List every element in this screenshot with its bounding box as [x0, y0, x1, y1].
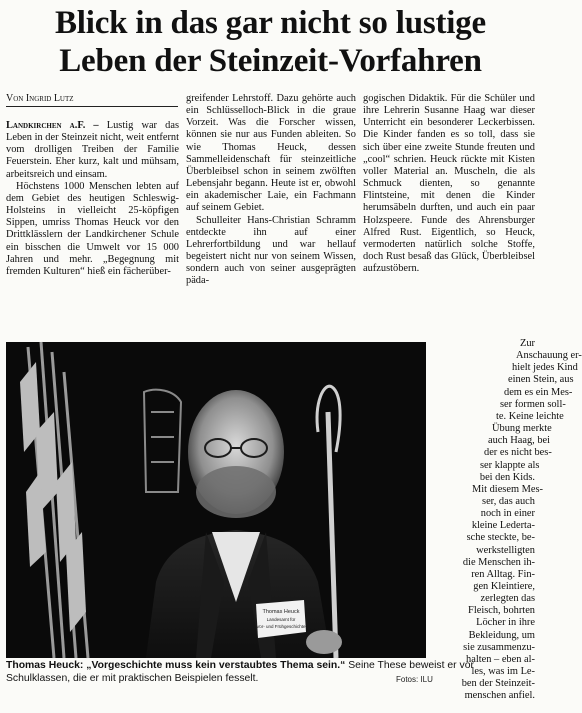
wrap-text-line: auch Haag, bei	[488, 435, 551, 447]
caption-bold: Thomas Heuck: „Vorgeschichte muss kein verstaubtes Thema sein.“	[6, 660, 346, 671]
paragraph: Höchstens 1000 Menschen lebten auf dem Gebiet des heutigen Schleswig-Holsteins in vielleicht 25-köpfigen Sippen, umriss Thomas Heuck vor den Drittklässlern der Landkirchener Schule ein bisschen die Umwelt vor 15 000 Jahren und mehr. „Begegnung mit fremden Kulturen“ hieß ein fächerüber-	[6, 180, 179, 277]
wrap-text-line: Bekleidung, um	[468, 629, 535, 641]
caption-text: Seine These beweist er vor Schulklassen, die er mit praktischen Beispielen fesselt.	[6, 660, 474, 684]
photo-credit: Fotos: ILU	[396, 675, 433, 684]
wrap-text-line: zerlegten das	[480, 593, 535, 605]
wrap-text-line: Fleisch, bohrten	[468, 605, 535, 617]
paragraph	[6, 120, 179, 181]
name-tag-line-1: Thomas Heuck	[262, 609, 300, 615]
article-headline	[0, 4, 541, 80]
wrap-text-line: dem es ein Mes-	[504, 386, 573, 398]
wrap-text-line: ben der Steinzeit-	[461, 678, 535, 690]
wrap-text-line: les, was im Le-	[471, 666, 535, 678]
wrap-text-line: einen Stein, aus	[508, 374, 574, 386]
wrap-text-line: ren Alltag. Fin-	[471, 568, 535, 580]
headline-line-1: Blick in das gar nicht so lustige	[54, 5, 487, 41]
wrap-text-line: Mit diesem Mes-	[472, 483, 543, 495]
wrap-text-line: noch in einer	[480, 508, 535, 520]
article-column-1	[6, 120, 179, 278]
name-tag-line-3: Vor- und Frühgeschichte	[256, 624, 306, 629]
wrap-text-line: Zur	[519, 338, 535, 349]
wrap-text-line: ser klappte als	[480, 459, 540, 471]
name-tag	[256, 600, 306, 638]
wrap-text-line: Übung merkte	[492, 423, 552, 435]
dateline: Landkirchen a.F. –	[6, 120, 99, 131]
wrap-text-line: hielt jedes Kind	[512, 362, 578, 374]
article-column-2	[186, 93, 356, 288]
headline-line-2: Leben der Steinzeit-Vorfahren	[59, 43, 482, 79]
wrap-text-line: Anschauung er-	[516, 350, 582, 362]
byline: Von Ingrid Lutz	[6, 93, 178, 107]
wrap-text-line: sche steckte, be-	[466, 532, 535, 544]
wrap-text-line: te. Keine leichte	[496, 410, 564, 422]
paragraph: Schulleiter Hans-Christian Schramm entdeckte ihn auf einer Lehrerfortbildung und war hellauf begeistert nicht nur von seinem Wissen, sondern auch von seiner ausgeprägten päda-	[186, 214, 356, 287]
wrap-text-line: gen Kleintiere,	[473, 581, 535, 592]
wrap-text-line: kleine Ledertа-	[471, 520, 535, 532]
article-column-3	[363, 93, 535, 275]
paragraph-text: Lustig war das Leben in der Steinzeit nicht, weit entfernt vom drolligen Treiben der Familie Feuerstein. Eher kurz, kalt und mühsam, arbeitsreich und einsam.	[6, 120, 179, 180]
wrap-text-line: werkstelligten	[476, 544, 535, 556]
photo-caption	[6, 659, 535, 685]
photo-illustration	[6, 342, 426, 658]
wrap-text-line: ser, das auch	[482, 495, 535, 507]
beard	[196, 466, 276, 518]
wrap-text-line: menschen anfiel.	[464, 690, 535, 702]
wrap-text-line: ser formen soll-	[500, 398, 566, 410]
wrap-text-line: die Menschen ih-	[462, 556, 535, 568]
paragraph: gogischen Didaktik. Für die Schüler und ihre Lehrerin Susanne Haag war dieser Unterricht ein besonderer Leckerbissen. Die Kinder fanden es so toll, dass sie sich über eine zweite Stunde freuten und „cool“ schrien. Heuck rückte mit Kisten voller Material an. Muscheln, die als Schmuck dienten, so genannte Flintsteine, mit denen die Kinder herumsäbeln durften, und auch ein paar Holzspeere. Funde des Ahrensburger Alfred Rust. Eigentlich, so Heuck, vermoderten natürlich solche Stoffe, doch Rust besaß das Glück, Überbleibsel aufzustöbern.	[363, 93, 535, 275]
name-tag-line-2: Landesamt für	[266, 617, 296, 622]
wrap-text-line: halten – eben al-	[466, 653, 535, 665]
wrap-text-line: bei den Kids.	[479, 471, 535, 483]
wrap-text-line: sie zusammenzu-	[463, 641, 535, 653]
wrap-text-line: Löcher in ihre	[476, 617, 535, 629]
wrap-text-line: der es nicht bes-	[484, 447, 552, 459]
paragraph: greifender Lehrstoff. Dazu gehörte auch ein Schlüsselloch-Blick in die graue Vorzeit. Was die Forscher wissen, können sie nur aus Funden ableiten. So wie Thomas Heuck, dessen Sammelleidenschaft für steinzeitliche Überbleibsel schon in seinem zwölften Lebensjahr begann. Heute ist er, obwohl ein akademischer Laie, ein Fachmann auf seinem Gebiet.	[186, 93, 356, 214]
article-photo	[6, 342, 426, 658]
